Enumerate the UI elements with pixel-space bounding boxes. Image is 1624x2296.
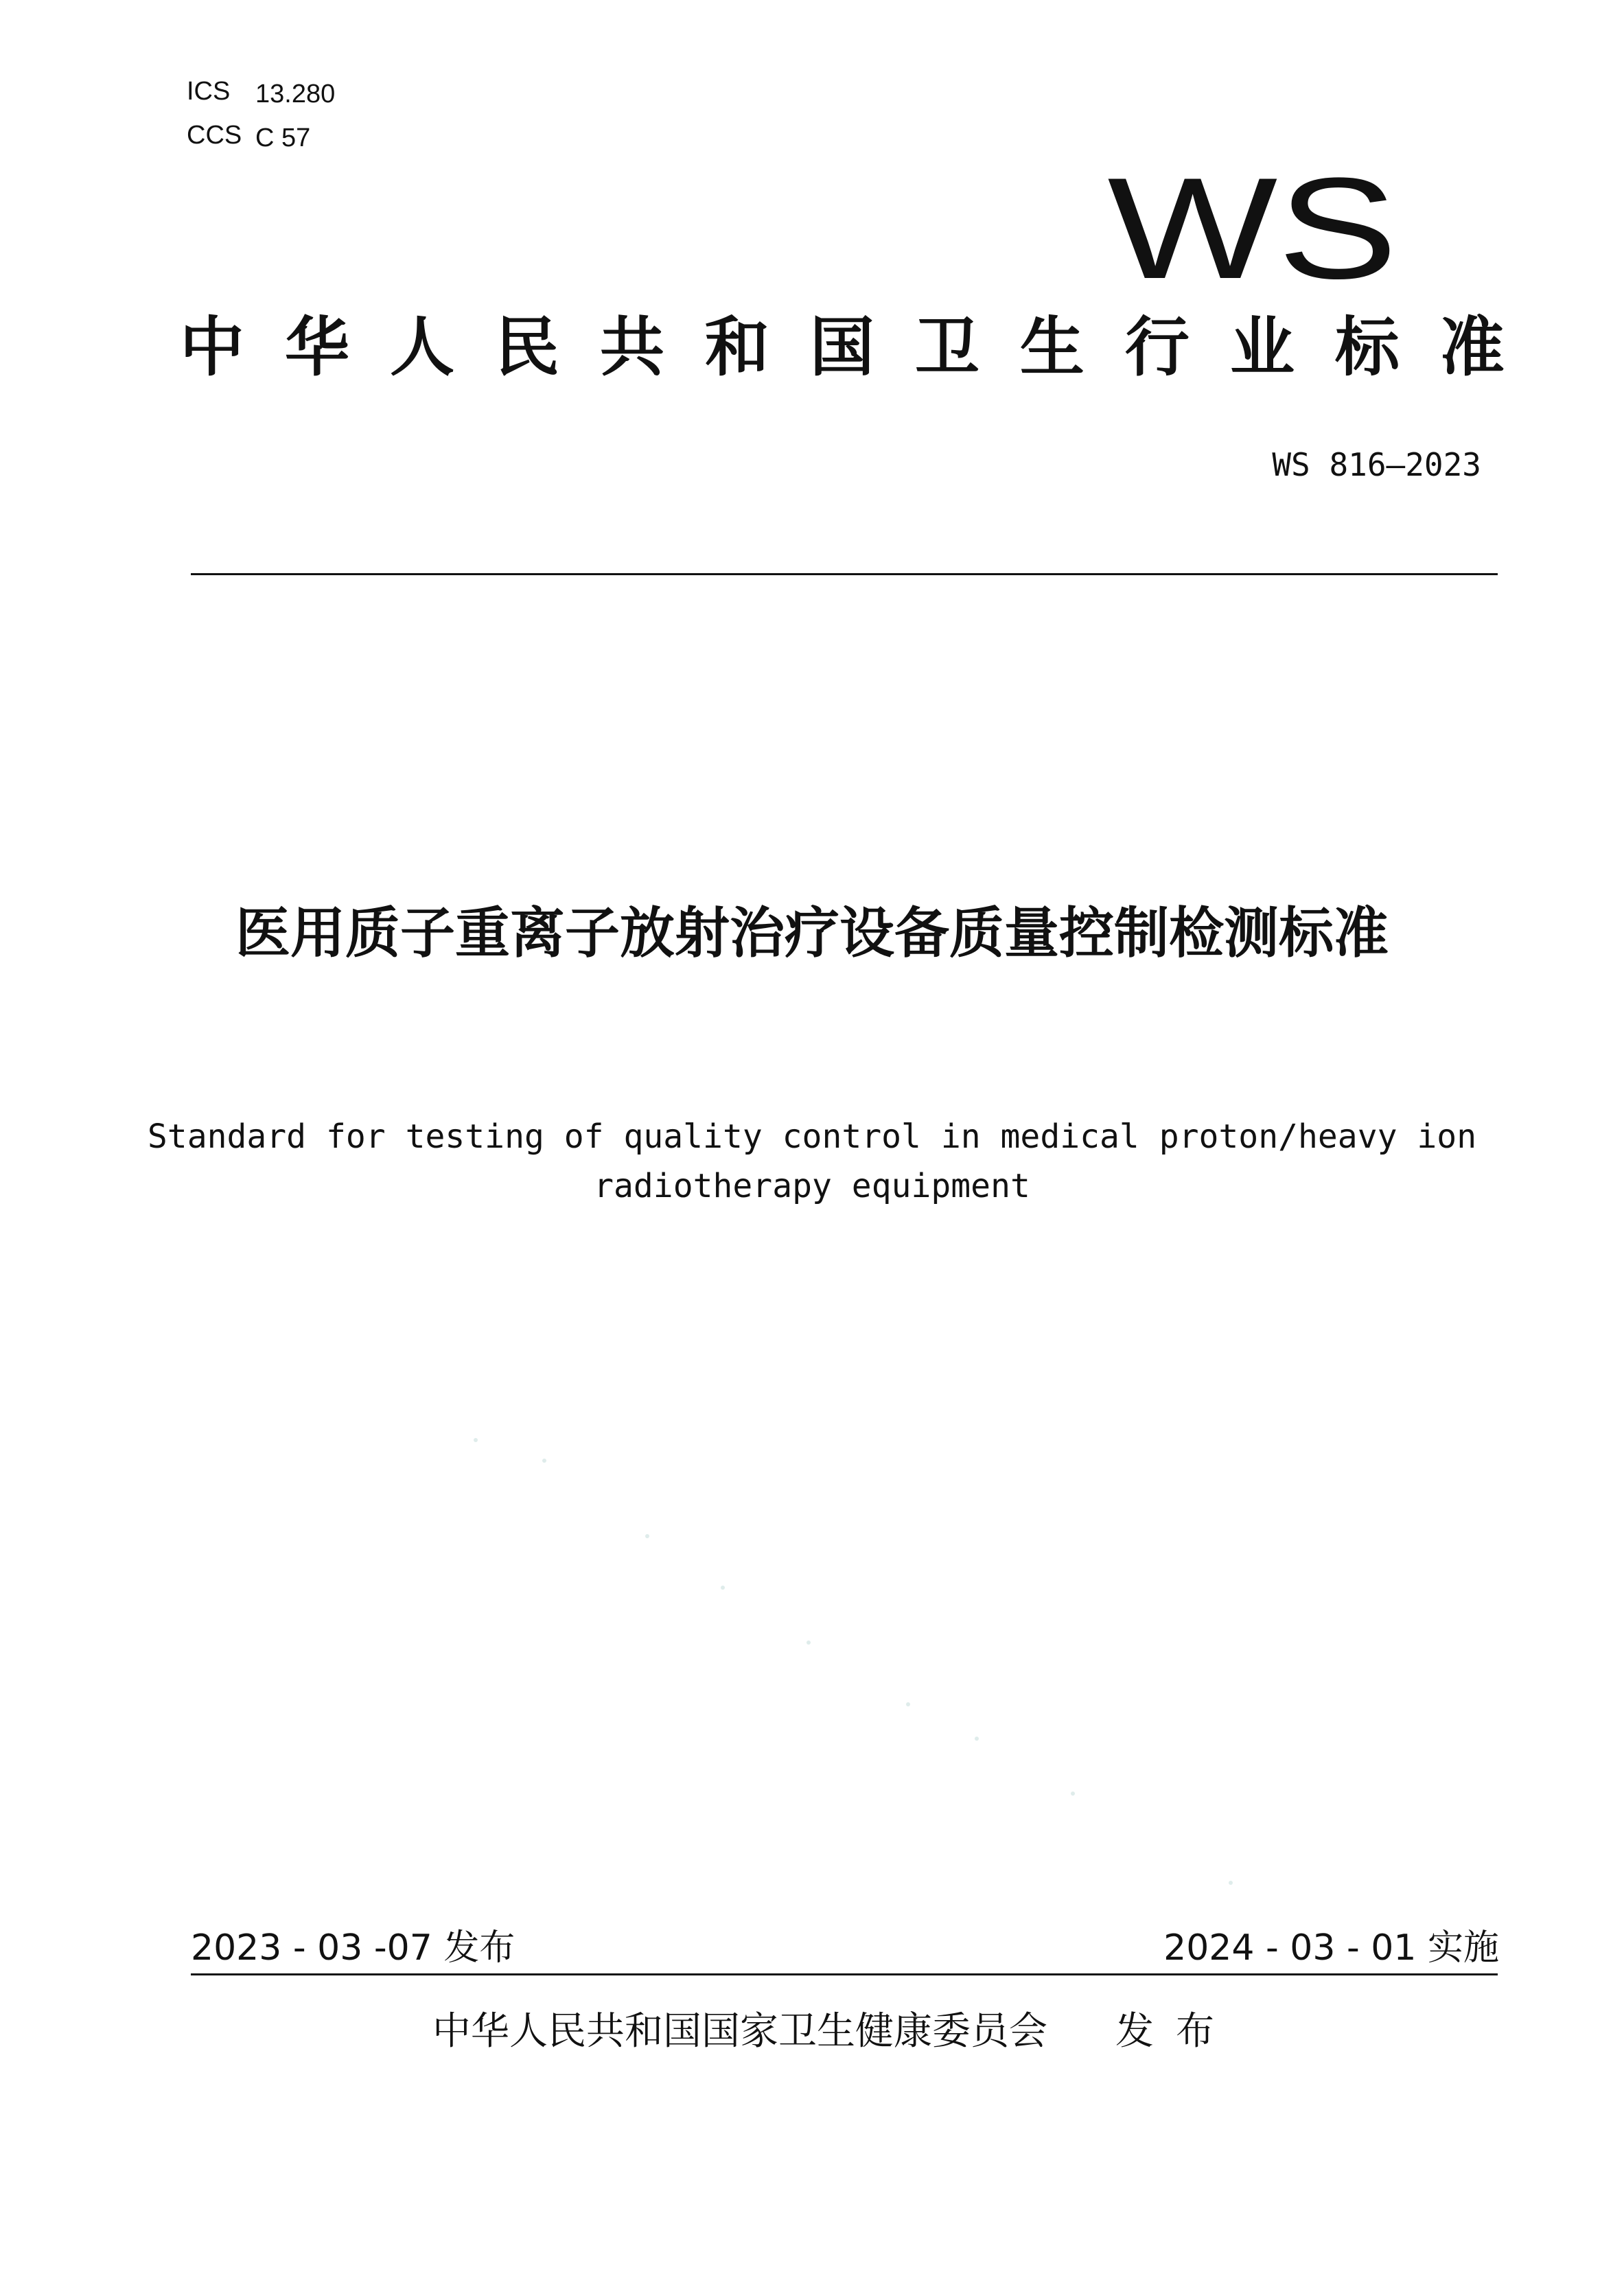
category-char: 共 [599, 310, 664, 385]
category-char: 民 [494, 310, 559, 385]
publish-date: 2023 - 03 -07 发布 [191, 1927, 515, 1969]
document-title-zh: 医用质子重离子放射治疗设备质量控制检测标准 [235, 901, 1389, 965]
ccs-label: CCS [187, 121, 242, 150]
document-title-en [0, 1112, 1624, 1211]
ics-code: 13.280 [255, 80, 336, 108]
category-char: 业 [1229, 310, 1295, 385]
bottom-divider [191, 1973, 1498, 1975]
category-char: 卫 [914, 310, 979, 385]
category-char: 准 [1439, 310, 1505, 385]
category-char: 中 [180, 310, 245, 385]
standard-category-title [180, 312, 1505, 383]
category-char: 人 [389, 310, 454, 385]
implement-date: 2024 - 03 - 01 实施 [1163, 1927, 1499, 1969]
category-char: 国 [809, 310, 874, 385]
category-char: 生 [1019, 310, 1084, 385]
title-en-line-1: Standard for testing of quality control in medical proton/heavy ion [147, 1117, 1477, 1156]
standard-number: WS 816—2023 [1272, 446, 1481, 483]
ics-label: ICS [187, 77, 231, 106]
ccs-code: C 57 [255, 124, 311, 152]
category-char: 行 [1124, 310, 1190, 385]
issuing-authority: 中华人民共和国国家卫生健康委员会 [432, 2009, 1047, 2054]
issue-action: 发布 [1115, 2009, 1236, 2054]
category-char: 和 [704, 310, 769, 385]
category-char: 标 [1334, 310, 1400, 385]
ws-logo: WS [1107, 148, 1397, 309]
category-char: 华 [284, 310, 349, 385]
title-en-line-2: radiotherapy equipment [594, 1167, 1030, 1205]
top-divider [191, 573, 1498, 575]
